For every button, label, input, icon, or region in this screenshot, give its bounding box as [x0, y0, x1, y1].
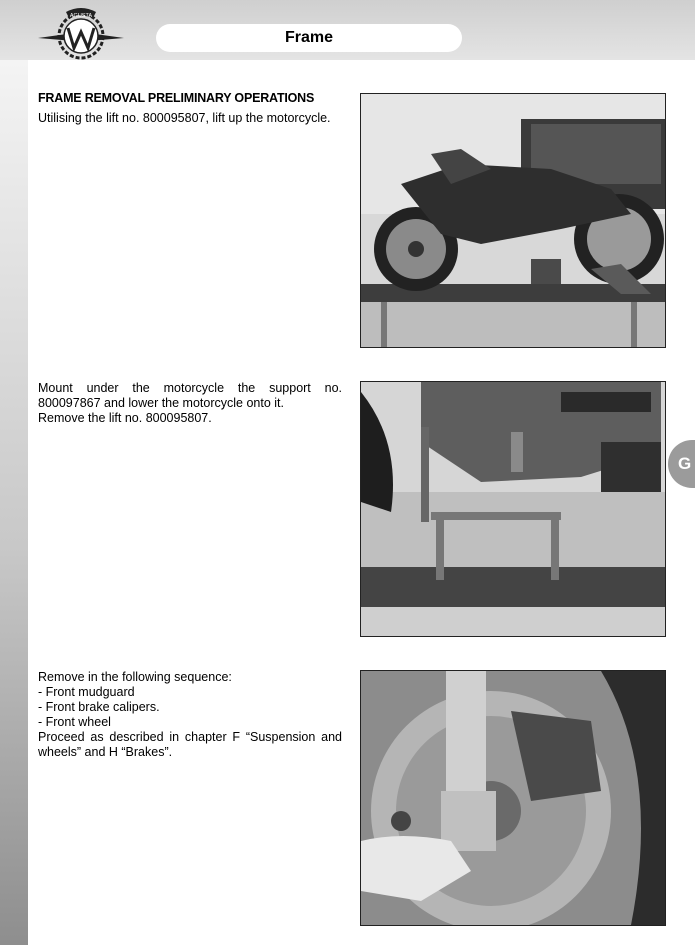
step-3-text — [38, 670, 342, 760]
photo-motorcycle-on-support — [360, 381, 666, 637]
step-2-line-2: Remove the lift no. 800095807. — [38, 411, 212, 425]
photo-motorcycle-on-lift — [360, 93, 666, 348]
step-3-line-3: - Front brake calipers. — [38, 700, 160, 714]
page-title-text: Frame — [284, 29, 334, 46]
section-heading: FRAME REMOVAL PRELIMINARY OPERATIONS — [38, 91, 315, 105]
chapter-tab[interactable] — [668, 440, 695, 488]
photo-front-brake-caliper — [360, 670, 666, 926]
step-1-text — [38, 111, 342, 126]
chapter-tab-letter: G — [678, 454, 692, 473]
left-margin-strip — [0, 60, 28, 945]
mv-agusta-logo — [36, 6, 126, 66]
logo-text: AGUSTA — [69, 13, 93, 19]
page-title — [156, 24, 462, 52]
step-1-line: Utilising the lift no. 800095807, lift up the motorcycle. — [38, 111, 331, 125]
step-2-line-1: Mount under the motorcycle the support no. 800097867 and lower the motorcycle onto it. — [38, 381, 342, 410]
step-3-line-4: - Front wheel — [38, 715, 111, 729]
step-3-line-5: Proceed as described in chapter F “Suspension and wheels” and H “Brakes”. — [38, 730, 342, 759]
step-3-line-1: Remove in the following sequence: — [38, 670, 232, 684]
step-3-line-2: - Front mudguard — [38, 685, 135, 699]
step-2-text — [38, 381, 342, 426]
